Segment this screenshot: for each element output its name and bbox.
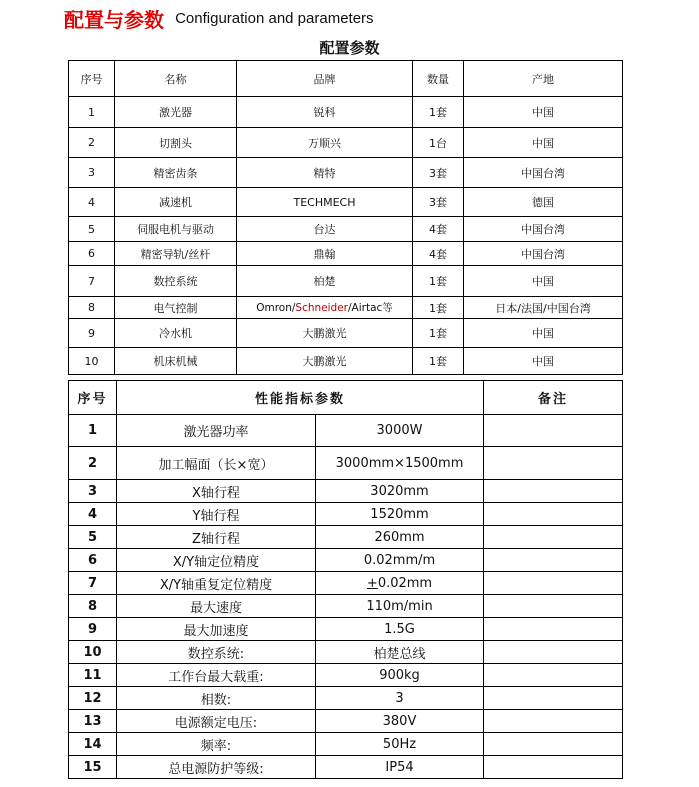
config-cell-origin: 中国 <box>464 266 623 297</box>
table-row <box>69 319 623 348</box>
config-cell-brand <box>237 297 413 319</box>
performance-cell-value: 3000mm×1500mm <box>316 447 484 480</box>
table-row <box>69 618 623 641</box>
performance-cell-remark <box>484 756 623 779</box>
brand-part-airtac: /Airtac等 <box>348 302 393 314</box>
config-cell-no: 7 <box>69 266 115 297</box>
performance-cell-no: 9 <box>69 618 117 641</box>
config-cell-no: 2 <box>69 128 115 158</box>
performance-cell-name: X/Y轴定位精度 <box>117 549 316 572</box>
config-cell-name: 冷水机 <box>115 319 237 348</box>
table-row <box>69 348 623 375</box>
performance-cell-no: 5 <box>69 526 117 549</box>
page-title: 配置与参数 <box>64 8 164 32</box>
table-row <box>69 128 623 158</box>
config-cell-no: 6 <box>69 242 115 266</box>
table-row <box>69 297 623 319</box>
config-cell-origin: 中国 <box>464 319 623 348</box>
performance-cell-no: 12 <box>69 687 117 710</box>
config-cell-no: 4 <box>69 188 115 217</box>
config-cell-brand: 柏楚 <box>237 266 413 297</box>
performance-cell-name: 工作台最大载重: <box>117 664 316 687</box>
config-header-brand: 品牌 <box>237 61 413 97</box>
performance-cell-name: Y轴行程 <box>117 503 316 526</box>
table-row <box>69 266 623 297</box>
brand-part-schneider: Schneider <box>295 302 348 314</box>
performance-cell-value: 3020mm <box>316 480 484 503</box>
performance-cell-value: 900kg <box>316 664 484 687</box>
performance-cell-remark <box>484 572 623 595</box>
performance-cell-name: X轴行程 <box>117 480 316 503</box>
performance-cell-name: 激光器功率 <box>117 415 316 447</box>
config-table-caption: 配置参数 <box>319 39 380 57</box>
config-cell-no: 9 <box>69 319 115 348</box>
performance-cell-no: 2 <box>69 447 117 480</box>
config-cell-origin: 中国 <box>464 97 623 128</box>
performance-header-no: 序号 <box>69 381 117 415</box>
performance-cell-name: X/Y轴重复定位精度 <box>117 572 316 595</box>
config-cell-qty: 4套 <box>413 242 464 266</box>
table-row <box>69 710 623 733</box>
performance-cell-remark <box>484 447 623 480</box>
brand-part-omron: Omron/ <box>256 302 296 314</box>
config-header-row <box>69 61 623 97</box>
performance-cell-remark <box>484 549 623 572</box>
config-cell-name: 精密齿条 <box>115 158 237 188</box>
config-cell-brand: 精特 <box>237 158 413 188</box>
config-header-name: 名称 <box>115 61 237 97</box>
table-row <box>69 97 623 128</box>
performance-cell-remark <box>484 526 623 549</box>
config-cell-origin: 日本/法国/中国台湾 <box>464 297 623 319</box>
performance-cell-name: 最大加速度 <box>117 618 316 641</box>
config-cell-qty: 3套 <box>413 158 464 188</box>
performance-cell-value: 260mm <box>316 526 484 549</box>
repeat-accuracy-value: 0.02mm <box>377 575 433 591</box>
config-cell-no: 3 <box>69 158 115 188</box>
performance-cell-value: 柏楚总线 <box>316 641 484 664</box>
performance-cell-value: 380V <box>316 710 484 733</box>
config-header-no: 序号 <box>69 61 115 97</box>
performance-header-params: 性能指标参数 <box>117 381 484 415</box>
performance-cell-remark <box>484 503 623 526</box>
performance-cell-no: 13 <box>69 710 117 733</box>
config-cell-name: 切割头 <box>115 128 237 158</box>
table-row <box>69 549 623 572</box>
table-row <box>69 733 623 756</box>
table-row <box>69 641 623 664</box>
config-cell-brand: 鼎翰 <box>237 242 413 266</box>
config-cell-no: 1 <box>69 97 115 128</box>
performance-cell-no: 7 <box>69 572 117 595</box>
config-cell-name: 减速机 <box>115 188 237 217</box>
performance-table <box>68 380 623 779</box>
config-cell-origin: 中国 <box>464 128 623 158</box>
performance-cell-remark <box>484 415 623 447</box>
config-cell-qty: 1台 <box>413 128 464 158</box>
config-cell-qty: 1套 <box>413 266 464 297</box>
performance-cell-no: 3 <box>69 480 117 503</box>
config-cell-brand: 大鹏激光 <box>237 348 413 375</box>
table-row <box>69 572 623 595</box>
config-cell-name: 伺服电机与驱动 <box>115 217 237 242</box>
performance-cell-no: 1 <box>69 415 117 447</box>
config-cell-no: 5 <box>69 217 115 242</box>
performance-cell-no: 6 <box>69 549 117 572</box>
table-row <box>69 664 623 687</box>
table-row <box>69 447 623 480</box>
config-cell-no: 8 <box>69 297 115 319</box>
config-cell-brand: 大鹏激光 <box>237 319 413 348</box>
performance-cell-remark <box>484 641 623 664</box>
performance-cell-remark <box>484 687 623 710</box>
config-cell-name: 电气控制 <box>115 297 237 319</box>
performance-cell-name: Z轴行程 <box>117 526 316 549</box>
performance-cell-name: 加工幅面（长×宽） <box>117 447 316 480</box>
table-row <box>69 415 623 447</box>
config-cell-no: 10 <box>69 348 115 375</box>
config-header-qty: 数量 <box>413 61 464 97</box>
config-table <box>68 60 623 375</box>
performance-cell-remark <box>484 710 623 733</box>
performance-cell-name: 最大速度 <box>117 595 316 618</box>
config-cell-origin: 中国台湾 <box>464 242 623 266</box>
config-cell-qty: 1套 <box>413 348 464 375</box>
performance-cell-name: 相数: <box>117 687 316 710</box>
performance-cell-no: 11 <box>69 664 117 687</box>
config-cell-qty: 1套 <box>413 97 464 128</box>
config-cell-brand: 万顺兴 <box>237 128 413 158</box>
performance-cell-no: 8 <box>69 595 117 618</box>
table-row <box>69 687 623 710</box>
table-row <box>69 188 623 217</box>
plus-minus-sign: + <box>366 575 378 591</box>
config-cell-origin: 中国 <box>464 348 623 375</box>
table-row <box>69 480 623 503</box>
config-cell-origin: 中国台湾 <box>464 217 623 242</box>
table-row <box>69 158 623 188</box>
performance-cell-remark <box>484 618 623 641</box>
config-cell-qty: 1套 <box>413 297 464 319</box>
performance-cell-value: 3 <box>316 687 484 710</box>
performance-cell-name: 频率: <box>117 733 316 756</box>
performance-cell-no: 10 <box>69 641 117 664</box>
performance-cell-remark <box>484 595 623 618</box>
performance-cell-value: IP54 <box>316 756 484 779</box>
performance-cell-value: 3000W <box>316 415 484 447</box>
config-cell-origin: 德国 <box>464 188 623 217</box>
config-cell-origin: 中国台湾 <box>464 158 623 188</box>
page-header <box>64 4 374 34</box>
config-cell-brand: 台达 <box>237 217 413 242</box>
performance-cell-name: 电源额定电压: <box>117 710 316 733</box>
config-cell-qty: 1套 <box>413 319 464 348</box>
performance-cell-name: 总电源防护等级: <box>117 756 316 779</box>
performance-cell-remark <box>484 733 623 756</box>
performance-cell-remark <box>484 664 623 687</box>
performance-cell-no: 4 <box>69 503 117 526</box>
performance-cell-value <box>316 572 484 595</box>
config-cell-qty: 3套 <box>413 188 464 217</box>
performance-cell-value: 0.02mm/m <box>316 549 484 572</box>
config-cell-brand: 锐科 <box>237 97 413 128</box>
performance-cell-no: 14 <box>69 733 117 756</box>
performance-cell-remark <box>484 480 623 503</box>
performance-cell-value: 1.5G <box>316 618 484 641</box>
config-cell-brand: TECHMECH <box>237 188 413 217</box>
page-subtitle: Configuration and parameters <box>175 10 374 27</box>
performance-cell-no: 15 <box>69 756 117 779</box>
performance-cell-name: 数控系统: <box>117 641 316 664</box>
performance-cell-value: 110m/min <box>316 595 484 618</box>
table-row <box>69 242 623 266</box>
table-row <box>69 217 623 242</box>
performance-cell-value: 50Hz <box>316 733 484 756</box>
performance-header-remark: 备注 <box>484 381 623 415</box>
config-cell-name: 精密导轨/丝杆 <box>115 242 237 266</box>
table-row <box>69 595 623 618</box>
table-row <box>69 526 623 549</box>
performance-cell-value: 1520mm <box>316 503 484 526</box>
config-cell-name: 数控系统 <box>115 266 237 297</box>
config-header-origin: 产地 <box>464 61 623 97</box>
table-row <box>69 756 623 779</box>
table-row <box>69 503 623 526</box>
config-cell-name: 机床机械 <box>115 348 237 375</box>
config-cell-name: 激光器 <box>115 97 237 128</box>
config-cell-qty: 4套 <box>413 217 464 242</box>
performance-header-row <box>69 381 623 415</box>
